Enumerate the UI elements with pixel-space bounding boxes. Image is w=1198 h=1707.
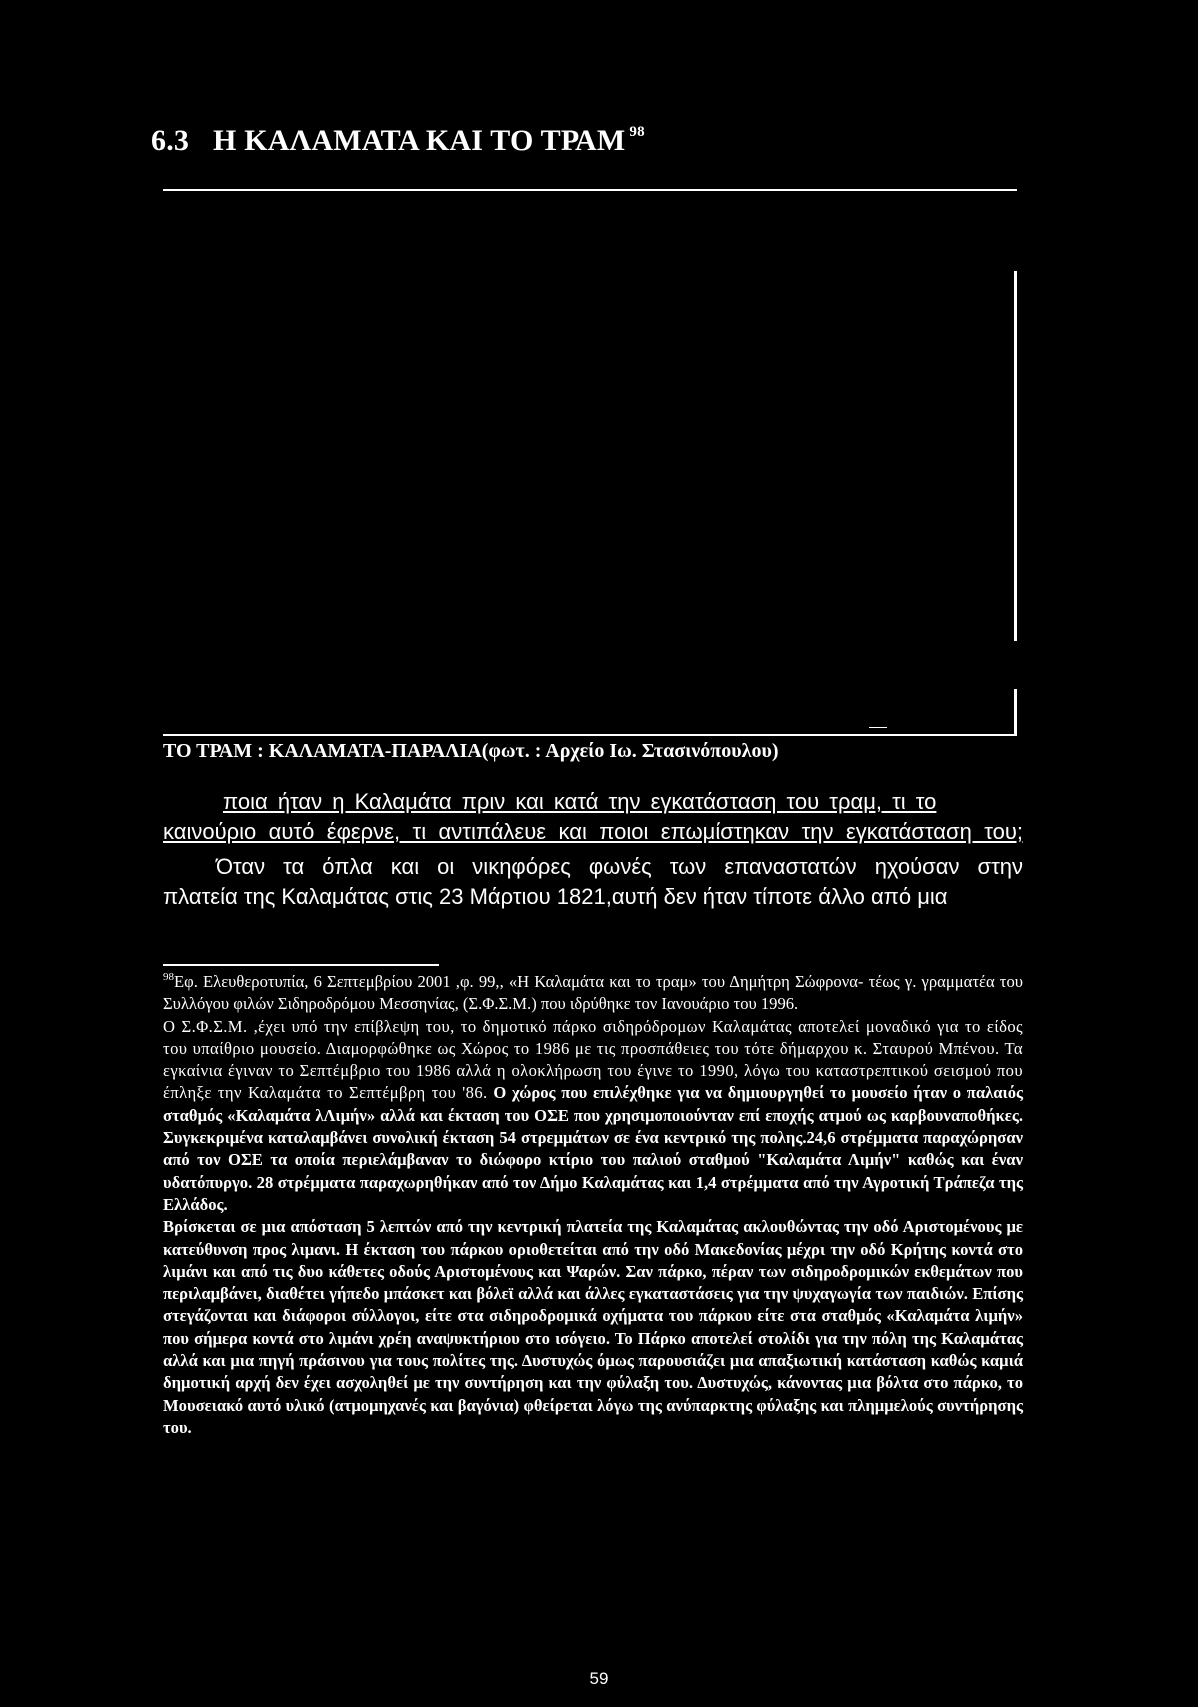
footnote: [163, 966, 1023, 1439]
photo-frame-top: [163, 189, 1017, 191]
footnote-text-2a: Ο Σ.Φ.Σ.Μ. ,έχει υπό την επίβλεψη του, το δημοτικό πάρκο σιδηρόδρομων Καλαμάτας αποτελεί μοναδικό για το είδος του υπαίθριο μουσείο. Διαμορφώθηκε ως Χώρος το 1986 με τις προσπάθειες του τότε δήμαρχου κ. Σταυρού Μπένου. Τα εγκαίνια έγιναν το Σεπτέμβριο του 1986 αλλά η ολοκλήρωση του έγινε το 1990, λόγω του καταστρεπτικού σεισμού που έπληξε την Καλαμάτα το Σεπτέμβρη του '86.: [163, 1016, 1023, 1103]
footnote-text-1: Εφ. Ελευθεροτυπία, 6 Σεπτεμβρίου 2001 ,φ. 99,, «Η Καλαμάτα και το τραμ» του Δημήτρη Σώφρονα- τέως γ. γραμματέα του Συλλόγου φιλών Σιδηροδρόμου Μεσσηνίας, (Σ.Φ.Σ.Μ.) που ιδρύθηκε τον Ιανουάριο του 1996.: [163, 972, 1023, 1014]
intro-question-line-1: ποια ήταν η Καλαμάτα πριν και κατά την εγκατάσταση του τραμ, τι το: [223, 789, 937, 814]
footnote-paragraph-2: [163, 1016, 1023, 1217]
heading-footnote-ref[interactable]: 98: [629, 124, 645, 140]
footnote-text-2b: Ο χώρος που επιλέχθηκε για να δημιουργηθεί το μουσείο ήταν ο παλαιός σταθμός «Καλαμάτα λΛιμήν» αλλά και έκταση του ΟΣΕ που χρησιμοποιούνταν επί εποχής ατμού ως καρβουναποθήκες. Συγκεκριμένα καταλαμβάνει συνολική έκταση 54 στρεμμάτων σε ένα κεντρικό της πολης.24,6 στρέμματα παραχώρησαν από τον ΟΣΕ τα οποία περιελάμβαναν το διώφορο κτίριο του παλιού σταθμού "Καλαμάτα Λιμήν" καθώς και έναν υδατόπυργο. 28 στρέμματα παραχωρηθήκαν από τον Δήμο Καλαμάτας και 1,4 στρέμματα από την Αγροτική Τράπεζα της Ελλάδος.: [163, 1083, 1023, 1214]
intro-question-line-2: καινούριο αυτό έφερνε, τι αντιπάλευε και ποιοι επωμίστηκαν την εγκατάσταση του;: [163, 819, 1023, 844]
tram-photo: [163, 189, 1017, 736]
photo-caption: ΤΟ ΤΡΑΜ : ΚΑΛΑΜΑΤΑ-ΠΑΡΑΛΙΑ(φωτ. : Αρχείο Ιω. Στασινόπουλου): [163, 740, 779, 762]
section-number: 6.3: [151, 124, 190, 157]
body-paragraph: [163, 852, 1023, 912]
photo-frame-bottom: [163, 734, 1017, 736]
footnote-paragraph-3: Βρίσκεται σε μια απόσταση 5 λεπτών από την κεντρική πλατεία της Καλαμάτας ακλουθώντας την οδό Αριστομένους με κατεύθυνση προς λιμανι. Η έκταση του πάρκου οριοθετείται από την οδό Μακεδονίας μέχρι την οδό Κρήτης κοντά στο λιμάνι και από τις δυο κάθετες οδούς Αριστομένους και Ψαρών. Σαν πάρκο, πέραν των σιδηροδρομικών εκθεμάτων που περιλαμβάνει, διαθέτει γήπεδο μπάσκετ και βόλεϊ αλλά και άλλες εγκαταστάσεις για την ψυχαγωγία των παιδιών. Επίσης στεγάζονται και διάφοροι σύλλογοι, είτε στα σιδηροδρομικά οχήματα του πάρκου είτε στα σταθμός «Καλαμάτα λιμήν» που σήμερα κοντά στο λιμάνι χρέη αναψυκτήριου στο ισόγειο. Το Πάρκο αποτελεί στολίδι για την πόλη της Καλαμάτας αλλά και μια πηγή πράσινου για τους πολίτες της. Δυστυχώς όμως παρουσιάζει μια απαξιωτική κατάσταση καθώς καμιά δημοτική αρχή δεν έχει ασχοληθεί με την συντήρηση και την φύλαξη του. Δυστυχώς, κάνοντας μια βόλτα στο πάρκο, το Μουσειακό αυτό υλικό (ατμομηχανές και βαγόνια) φθείρεται λόγω της ανύπαρκτης φύλαξης και πλημμελούς συντήρησης του.: [163, 1217, 1023, 1437]
section-heading: [151, 124, 645, 158]
section-title: Η ΚΑΛΑΜΑΤΑ ΚΑΙ ΤΟ ΤΡΑΜ: [213, 124, 626, 157]
photo-frame-right: [1014, 271, 1017, 641]
photo-scan-mark: [869, 727, 887, 728]
body-line-2: πλατεία της Καλαμάτας στις 23 Μάρτιου 1821,αυτή δεν ήταν τίποτε άλλο από μια: [163, 884, 948, 909]
intro-question: [163, 787, 1023, 847]
footnote-paragraph-1: [163, 966, 1023, 1016]
photo-frame-right-lower: [1014, 689, 1017, 735]
body-line-1: Όταν τα όπλα και οι νικηφόρες φωνές των επαναστατών ηχούσαν στην: [216, 854, 1023, 879]
footnote-marker: 98: [163, 971, 174, 983]
page-number: 59: [589, 1669, 609, 1688]
